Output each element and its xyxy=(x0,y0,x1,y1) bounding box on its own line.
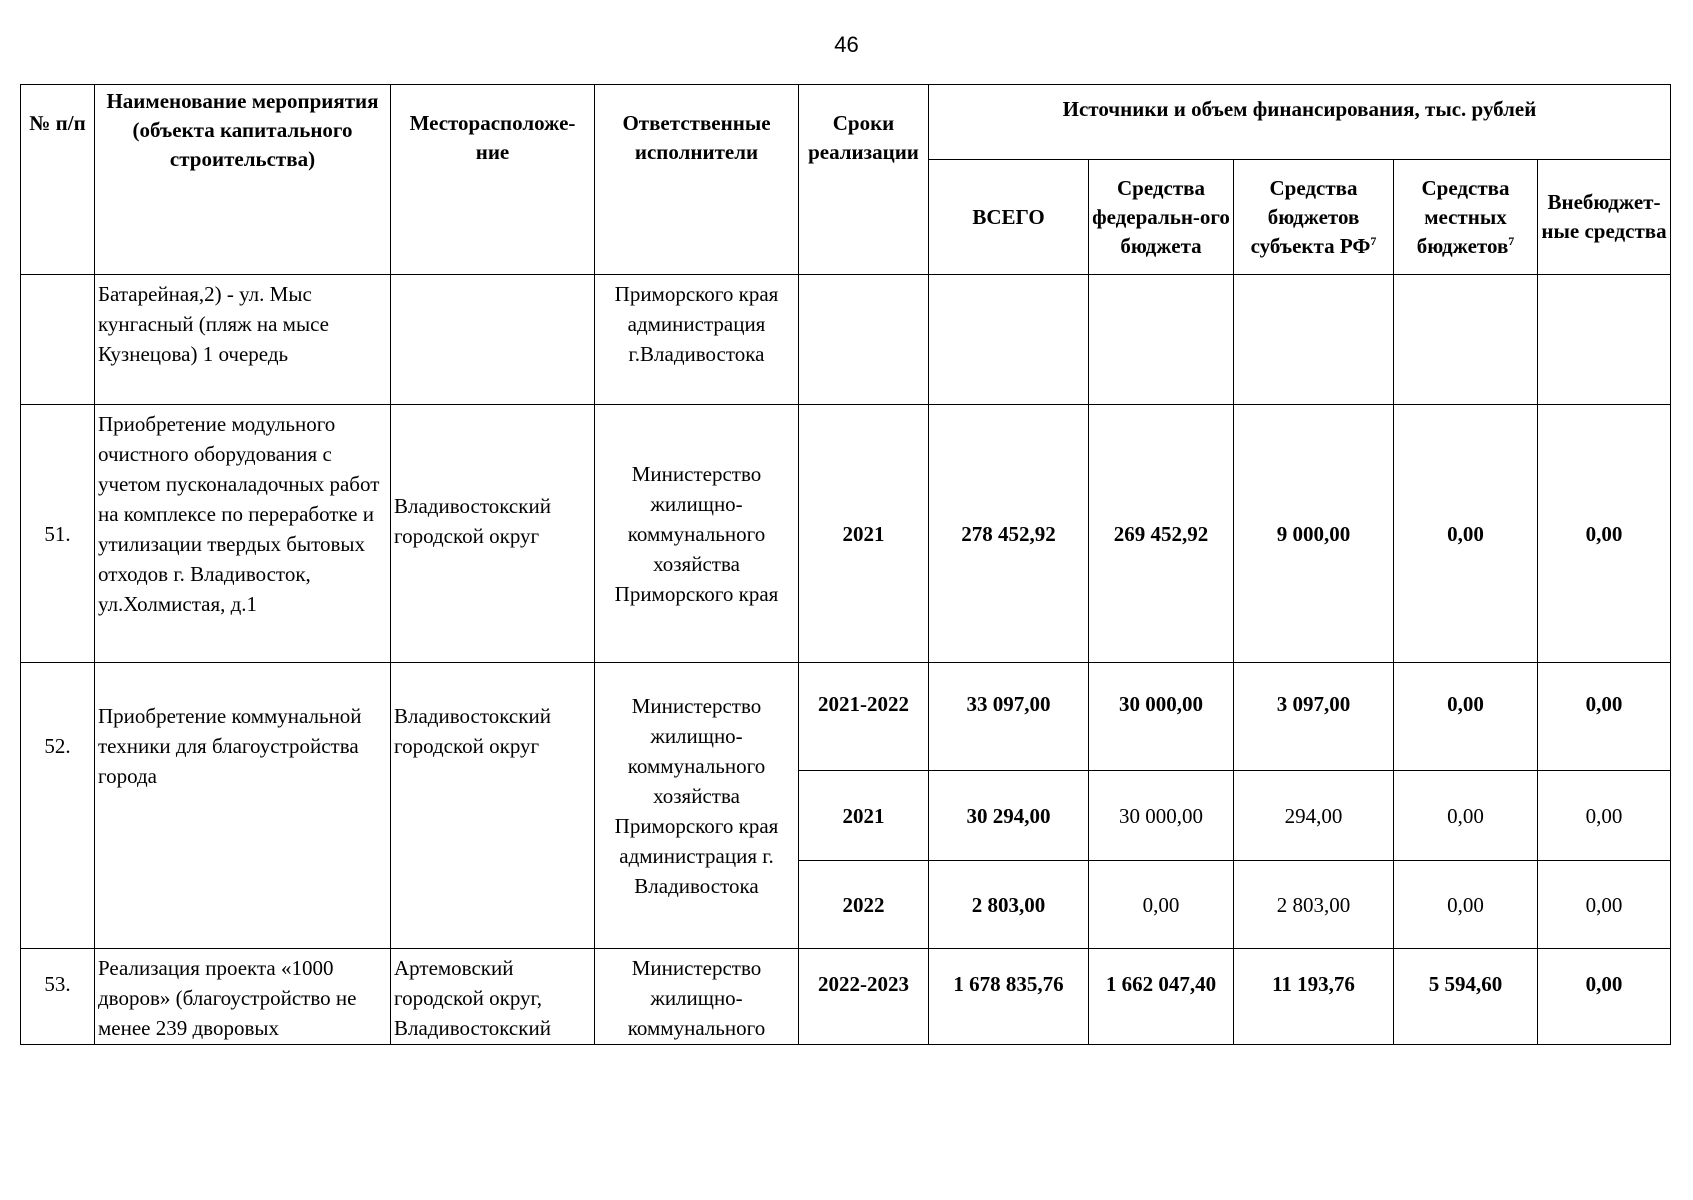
header-responsible: Ответственные исполнители xyxy=(595,85,799,275)
row51-name: Приобретение модульного очистного оборудования с учетом пусконаладочных работ на комплексе по переработке и утилизации твердых бытовых отходов г. Владивосток, ул.Холмистая, д.1 xyxy=(95,405,391,663)
row53-term: 2022-2023 xyxy=(799,949,929,1045)
row52-total-0: 33 097,00 xyxy=(929,663,1089,771)
row53-subject: 11 193,76 xyxy=(1234,949,1394,1045)
row53-num: 53. xyxy=(21,949,95,1045)
row52-location: Владивостокский городской округ xyxy=(391,663,595,949)
row51-num: 51. xyxy=(21,405,95,663)
row52-total-2: 2 803,00 xyxy=(929,861,1089,949)
header-federal: Средства федеральн-ого бюджета xyxy=(1089,160,1234,275)
cont-location xyxy=(391,275,595,405)
row53-responsible: Министерство жилищно-коммунального xyxy=(595,949,799,1045)
row52-federal-2: 0,00 xyxy=(1089,861,1234,949)
row53-total: 1 678 835,76 xyxy=(929,949,1089,1045)
row51-responsible: Министерство жилищно-коммунального хозяйства Приморского края xyxy=(595,405,799,663)
header-terms: Сроки реализации xyxy=(799,85,929,275)
cont-term xyxy=(799,275,929,405)
table-row-52 xyxy=(21,663,1671,771)
cont-extra xyxy=(1538,275,1671,405)
row52-local-0: 0,00 xyxy=(1394,663,1538,771)
row52-subject-1: 294,00 xyxy=(1234,771,1394,861)
row52-federal-1: 30 000,00 xyxy=(1089,771,1234,861)
cont-local xyxy=(1394,275,1538,405)
row51-local: 0,00 xyxy=(1394,405,1538,663)
cont-federal xyxy=(1089,275,1234,405)
cont-responsible: Приморского края администрация г.Владивостока xyxy=(595,275,799,405)
row52-extra-1: 0,00 xyxy=(1538,771,1671,861)
header-sources: Источники и объем финансирования, тыс. рублей xyxy=(929,85,1671,160)
header-total: ВСЕГО xyxy=(929,160,1089,275)
row52-subject-2: 2 803,00 xyxy=(1234,861,1394,949)
row52-federal-0: 30 000,00 xyxy=(1089,663,1234,771)
header-extra: Внебюджет-ные средства xyxy=(1538,160,1671,275)
row52-responsible: Министерство жилищно-коммунального хозяйства Приморского края администрация г. Владивостока xyxy=(595,663,799,949)
row52-name: Приобретение коммунальной техники для благоустройства города xyxy=(95,663,391,949)
row53-name: Реализация проекта «1000 дворов» (благоустройство не менее 239 дворовых xyxy=(95,949,391,1045)
row52-total-1: 30 294,00 xyxy=(929,771,1089,861)
header-num: № п/п xyxy=(21,85,95,275)
cont-total xyxy=(929,275,1089,405)
row51-subject: 9 000,00 xyxy=(1234,405,1394,663)
row52-term-1: 2021 xyxy=(799,771,929,861)
row51-federal: 269 452,92 xyxy=(1089,405,1234,663)
cont-num xyxy=(21,275,95,405)
row52-term-2: 2022 xyxy=(799,861,929,949)
row51-location: Владивостокский городской округ xyxy=(391,405,595,663)
table-row-51 xyxy=(21,405,1671,663)
header-subject-footnote: 7 xyxy=(1370,233,1377,248)
cont-name: Батарейная,2) - ул. Мыс кунгасный (пляж на мысе Кузнецова) 1 очередь xyxy=(95,275,391,405)
row52-subject-0: 3 097,00 xyxy=(1234,663,1394,771)
table-row-continued xyxy=(21,275,1671,405)
row52-extra-0: 0,00 xyxy=(1538,663,1671,771)
header-row-1 xyxy=(21,85,1671,160)
table-row-53 xyxy=(21,949,1671,1045)
row51-total: 278 452,92 xyxy=(929,405,1089,663)
row52-num: 52. xyxy=(21,663,95,949)
cont-subject xyxy=(1234,275,1394,405)
row52-extra-2: 0,00 xyxy=(1538,861,1671,949)
row53-location: Артемовский городской округ, Владивостокский xyxy=(391,949,595,1045)
page-number: 46 xyxy=(834,32,859,57)
header-subject-text: Средства бюджетов субъекта РФ xyxy=(1250,175,1371,258)
row52-local-2: 0,00 xyxy=(1394,861,1538,949)
header-subject xyxy=(1234,160,1394,275)
row52-term-0: 2021-2022 xyxy=(799,663,929,771)
row53-federal: 1 662 047,40 xyxy=(1089,949,1234,1045)
row52-local-1: 0,00 xyxy=(1394,771,1538,861)
row51-extra: 0,00 xyxy=(1538,405,1671,663)
header-name: Наименование мероприятия (объекта капитального строительства) xyxy=(95,85,391,275)
row51-term: 2021 xyxy=(799,405,929,663)
financing-table xyxy=(20,84,1671,1045)
header-local-text: Средства местных бюджетов xyxy=(1416,175,1510,258)
header-local xyxy=(1394,160,1538,275)
header-location: Месторасположе-ние xyxy=(391,85,595,275)
row53-local: 5 594,60 xyxy=(1394,949,1538,1045)
header-local-footnote: 7 xyxy=(1508,233,1515,248)
row53-extra: 0,00 xyxy=(1538,949,1671,1045)
